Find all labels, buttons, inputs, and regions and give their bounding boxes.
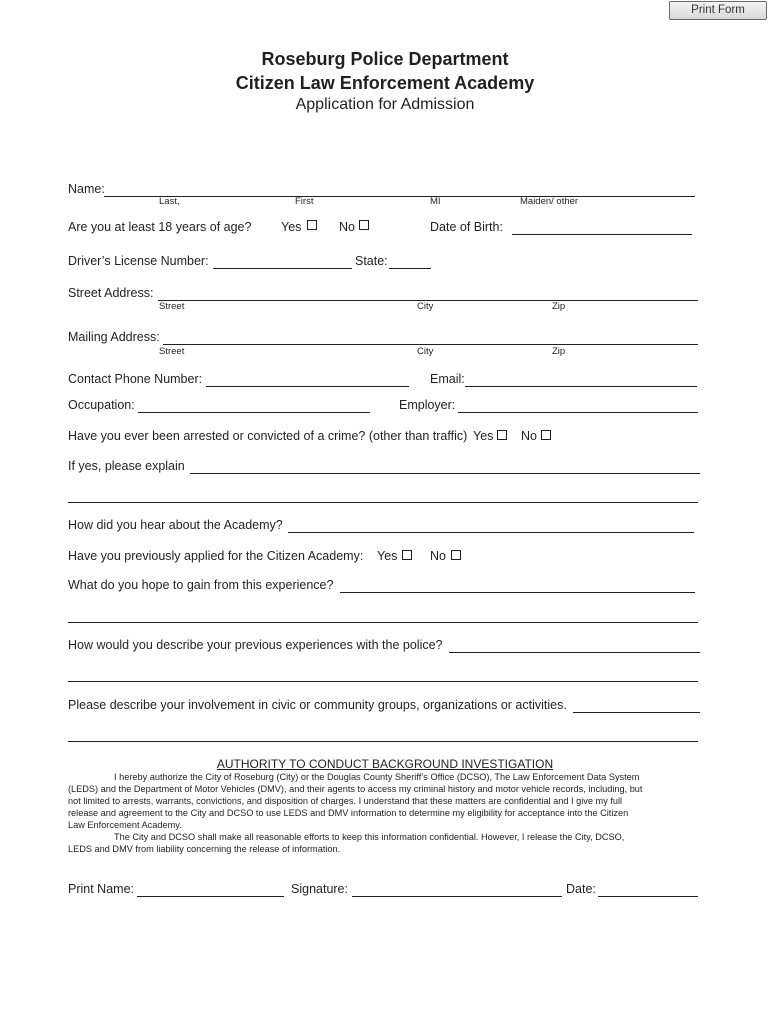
name-field[interactable] <box>104 196 695 197</box>
police-field-line-2[interactable] <box>68 681 698 682</box>
authority-line-2: (LEDS) and the Department of Motor Vehicles (DMV), and their agents to access my criminal history and motor vehicle records, including, but <box>68 784 643 794</box>
applied-no-checkbox[interactable] <box>451 550 461 560</box>
state-field[interactable] <box>389 268 431 269</box>
explain-label: If yes, please explain <box>68 459 185 473</box>
police-question: How would you describe your previous experiences with the police? <box>68 638 443 652</box>
explain-field-line-2[interactable] <box>68 502 698 503</box>
signature-label: Signature: <box>291 882 348 896</box>
occupation-field[interactable] <box>138 412 370 413</box>
name-sub-mi: MI <box>430 196 441 207</box>
gain-question: What do you hope to gain from this experience? <box>68 578 334 592</box>
employer-field[interactable] <box>458 412 698 413</box>
license-label: Driver’s License Number: <box>68 254 209 268</box>
dob-label: Date of Birth: <box>430 220 503 234</box>
email-label: Email: <box>430 372 465 386</box>
phone-field[interactable] <box>206 386 409 387</box>
mailing-sub-street: Street <box>159 346 185 357</box>
street-sub-zip: Zip <box>552 301 566 312</box>
authority-line-7: LEDS and DMV from liability concerning the release of information. <box>68 844 341 854</box>
hear-question: How did you hear about the Academy? <box>68 518 283 532</box>
gain-field[interactable] <box>340 592 695 593</box>
authority-line-3: not limited to arrests, warrants, convictions, and disposition of charges. I understand that these matters are confidential and I give my full <box>68 796 623 806</box>
email-field[interactable] <box>465 386 697 387</box>
authority-line-6: The City and DCSO shall make all reasonable efforts to keep this information confidential. However, I release the City, DCSO, <box>114 832 625 842</box>
hear-field[interactable] <box>288 532 694 533</box>
civic-field-line-2[interactable] <box>68 741 698 742</box>
street-address-label: Street Address: <box>68 286 154 300</box>
arrest-no-label: No <box>521 429 537 443</box>
state-label: State: <box>355 254 388 268</box>
signature-field[interactable] <box>352 896 562 897</box>
authority-heading: AUTHORITY TO CONDUCT BACKGROUND INVESTIGATION <box>216 757 554 771</box>
street-sub-street: Street <box>159 301 185 312</box>
applied-yes-label: Yes <box>377 549 398 563</box>
applied-no-label: No <box>430 549 446 563</box>
name-sub-first: First <box>295 196 314 207</box>
license-field[interactable] <box>213 268 352 269</box>
dob-field[interactable] <box>512 234 692 235</box>
occupation-label: Occupation: <box>68 398 135 412</box>
print-name-label: Print Name: <box>68 882 134 896</box>
date-label: Date: <box>566 882 596 896</box>
name-sub-last: Last, <box>159 196 180 207</box>
name-sub-maiden: Maiden/ other <box>520 196 579 207</box>
authority-line-4: release and agreement to the City and DCSO to use LEDS and DMV information to determine my eligibility for acceptance into the Citizen <box>68 808 629 818</box>
page-subtitle: Application for Admission <box>295 96 475 113</box>
age-no-checkbox[interactable] <box>359 220 369 230</box>
mailing-sub-city: City <box>417 346 434 357</box>
age-question: Are you at least 18 years of age? <box>68 220 252 234</box>
age-yes-checkbox[interactable] <box>307 220 317 230</box>
arrest-question: Have you ever been arrested or convicted of a crime? (other than traffic) <box>68 429 468 443</box>
age-yes-label: Yes <box>281 220 302 234</box>
phone-label: Contact Phone Number: <box>68 372 203 386</box>
mailing-address-label: Mailing Address: <box>68 330 160 344</box>
police-field[interactable] <box>449 652 700 653</box>
mailing-sub-zip: Zip <box>552 346 566 357</box>
name-label: Name: <box>68 182 105 196</box>
applied-question: Have you previously applied for the Citizen Academy: <box>68 549 364 563</box>
authority-line-1: I hereby authorize the City of Roseburg (City) or the Douglas County Sheriff’s Office (DCSO), The Law Enforcement Data System <box>114 772 640 782</box>
employer-label: Employer: <box>399 398 456 412</box>
civic-field[interactable] <box>573 712 700 713</box>
street-sub-city: City <box>417 301 434 312</box>
civic-question: Please describe your involvement in civic or community groups, organizations or activities. <box>68 698 567 712</box>
title-academy: Citizen Law Enforcement Academy <box>235 73 535 93</box>
date-field[interactable] <box>598 896 698 897</box>
print-name-field[interactable] <box>137 896 284 897</box>
arrest-yes-label: Yes <box>473 429 494 443</box>
title-department: Roseburg Police Department <box>261 49 509 69</box>
print-form-button[interactable]: Print Form <box>669 1 767 20</box>
mailing-address-field[interactable] <box>163 344 698 345</box>
gain-field-line-2[interactable] <box>68 622 698 623</box>
applied-yes-checkbox[interactable] <box>402 550 412 560</box>
arrest-no-checkbox[interactable] <box>541 430 551 440</box>
authority-line-5: Law Enforcement Academy. <box>68 820 182 830</box>
explain-field[interactable] <box>190 473 700 474</box>
arrest-yes-checkbox[interactable] <box>497 430 507 440</box>
age-no-label: No <box>339 220 355 234</box>
